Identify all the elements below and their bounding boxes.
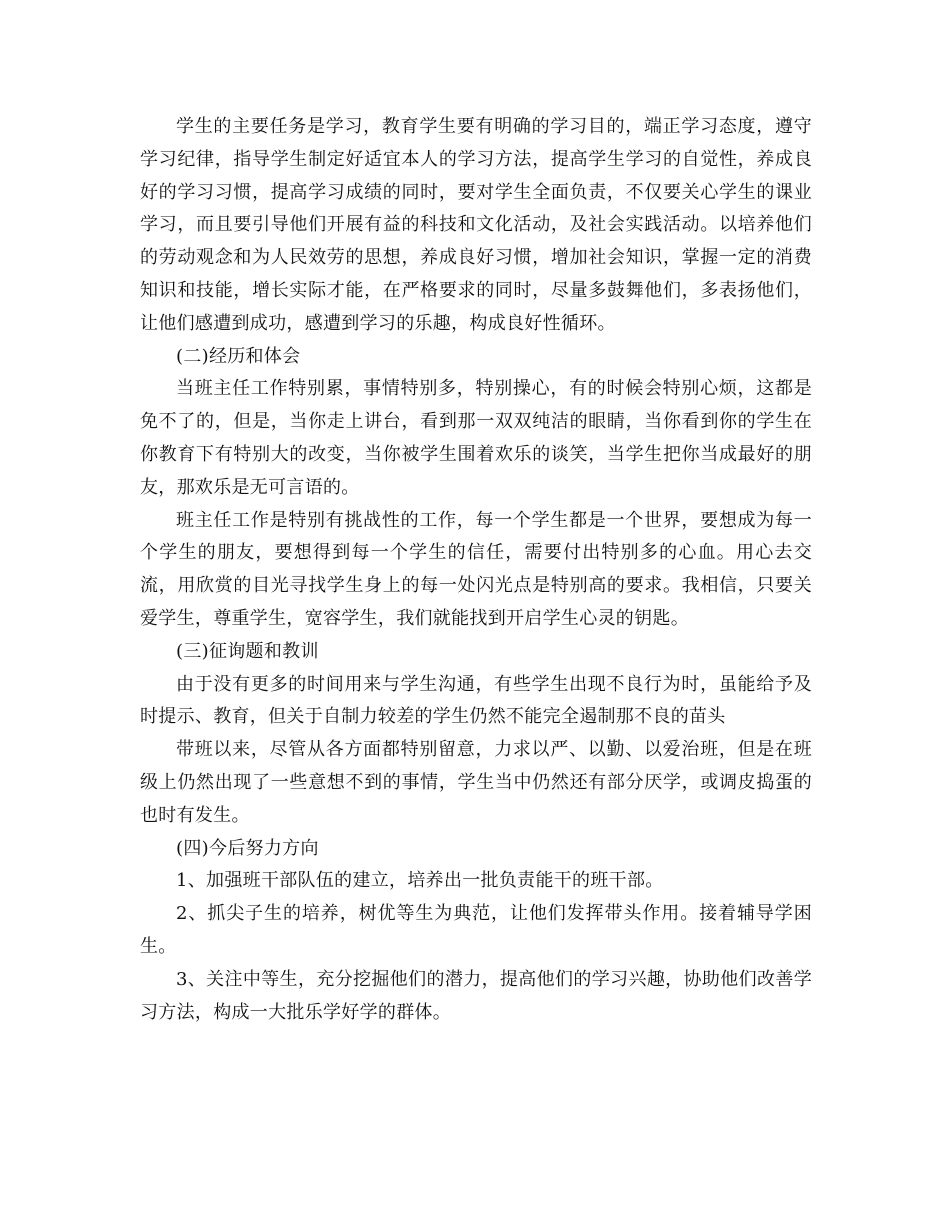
list-item-2: 2、抓尖子生的培养，树优等生为典范，让他们发挥带头作用。接着辅导学困生。	[140, 903, 812, 957]
paragraph-experience-2: 班主任工作是特别有挑战性的工作，每一个学生都是一个世界，要想成为每一个学生的朋友，要想得到每一个学生的信任，需要付出特别多的心血。用心去交流，用欣赏的目光寻找学生身上的每一处闪光点是特别高的要求。我相信，只要关爱学生，尊重学生，宽容学生，我们就能找到开启学生心灵的钥匙。	[140, 509, 812, 629]
paragraph-experience-1: 当班主任工作特别累，事情特别多，特别操心，有的时候会特别心烦，这都是免不了的，但是，当你走上讲台，看到那一双双纯洁的眼睛，当你看到你的学生在你教育下有特别大的改变，当你被学生围着欢乐的谈笑，当学生把你当成最好的朋友，那欢乐是无可言语的。	[140, 378, 812, 498]
list-item-3: 3、关注中等生，充分挖掘他们的潜力，提高他们的学习兴趣，协助他们改善学习方法，构成一大批乐学好学的群体。	[140, 968, 812, 1023]
section-heading-future: (四)今后努力方向	[176, 837, 319, 859]
section-heading-problems: (三)征询题和教训	[176, 640, 319, 662]
paragraph-problems-1: 由于没有更多的时间用来与学生沟通，有些学生出现不良行为时，虽能给予及时提示、教育，但关于自制力较差的学生仍然不能完全遏制那不良的苗头	[140, 673, 812, 728]
section-heading-experience: (二)经历和体会	[176, 345, 301, 367]
paragraph-study-task: 学生的主要任务是学习，教育学生要有明确的学习目的，端正学习态度，遵守学习纪律，指导学生制定好适宜本人的学习方法，提高学生学习的自觉性，养成良好的学习习惯，提高学习成绩的同时，要对学生全面负责，不仅要关心学生的课业学习，而且要引导他们开展有益的科技和文化活动，及社会实践活动。以培养他们的劳动观念和为人民效劳的思想，养成良好习惯，增加社会知识，掌握一定的消费知识和技能，增长实际才能，在严格要求的同时，尽量多鼓舞他们，多表扬他们，让他们感遭到成功，感遭到学习的乐趣，构成良好性循环。	[140, 116, 812, 334]
paragraph-problems-2: 带班以来，尽管从各方面都特别留意，力求以严、以勤、以爱治班，但是在班级上仍然出现了一些意想不到的事情，学生当中仍然还有部分厌学，或调皮捣蛋的也时有发生。	[140, 739, 812, 826]
list-item-1: 1、加强班干部队伍的建立，培养出一批负责能干的班干部。	[176, 870, 664, 892]
